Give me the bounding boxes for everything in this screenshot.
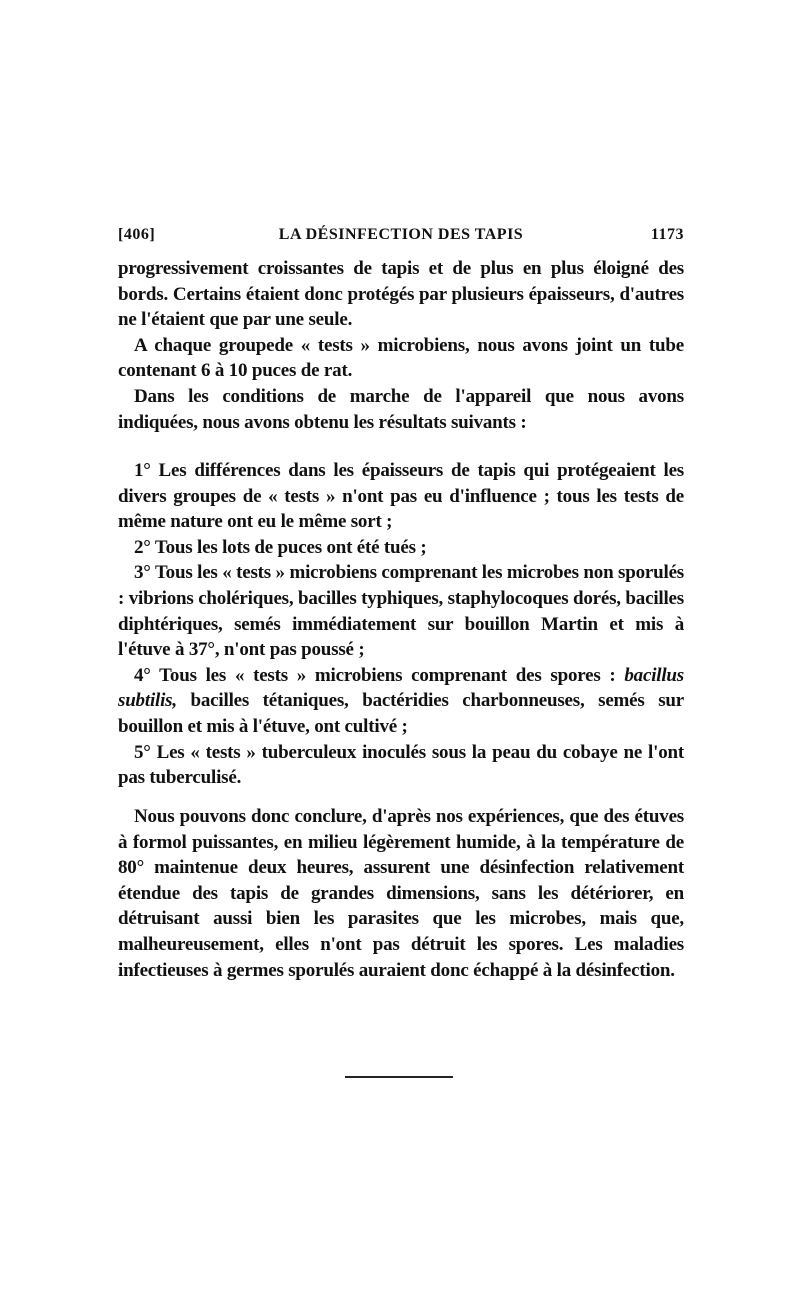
result-item-4-start: 4° Tous les « tests » microbiens comprenant des spores : — [134, 664, 625, 686]
header-left-number: [406] — [118, 226, 156, 243]
result-item-4-italic: bacillus subtilis, — [118, 664, 684, 712]
results-list — [118, 458, 684, 791]
paragraph-continuation: progressivement croissantes de tapis et de plus en plus éloigné des bords. Certains étaient donc protégés par plusieurs épaisseurs, d'autres ne l'étaient que par une seule. — [118, 258, 684, 331]
paragraph-conclusion: Nous pouvons donc conclure, d'après nos expériences, que des étuves à formol puissantes, en milieu légèrement humide, à la température de 80° maintenue deux heures, assurent une désinfection relativement étendue des tapis de grandes dimensions, sans les détériorer, en détruisant aussi bien les parasites que les microbes, mais que, malheureusement, elles n'ont pas détruit les spores. Les maladies infectieuses à germes sporulés auraient donc échappé à la désinfection. — [118, 806, 684, 981]
paragraph-conditions: Dans les conditions de marche de l'appareil que nous avons indiquées, nous avons obtenu les résultats suivants : — [118, 385, 684, 433]
end-rule-divider — [345, 1076, 453, 1078]
running-header — [118, 226, 684, 252]
conclusion-text — [118, 804, 684, 983]
result-item-4 — [118, 663, 684, 740]
result-item-1: 1° Les différences dans les épaisseurs de tapis qui protégeaient les divers groupes de « tests » n'ont pas eu d'influence ; tous les tests de même nature ont eu le même sort ; — [118, 460, 684, 533]
result-item-3: 3° Tous les « tests » microbiens comprenant les microbes non sporulés : vibrions cholériques, bacilles typhiques, staphylocoques dorés, bacilles diphtériques, semés immédiatement sur bouillon Martin et mis à l'étuve à 37°, n'ont pas poussé ; — [118, 562, 684, 661]
result-item-5: 5° Les « tests » tuberculeux inoculés sous la peau du cobaye ne l'ont pas tuberculisé. — [118, 741, 684, 789]
intro-text — [118, 256, 684, 435]
result-item-4-end: bacilles tétaniques, bactéridies charbonneuses, semés sur bouillon et mis à l'étuve, ont cultivé ; — [118, 690, 684, 737]
page-number: 1173 — [650, 226, 684, 243]
result-item-2: 2° Tous les lots de puces ont été tués ; — [134, 536, 427, 558]
header-title: LA DÉSINFECTION DES TAPIS — [278, 226, 524, 243]
paragraph-fleas: A chaque groupede « tests » microbiens, nous avons joint un tube contenant 6 à 10 puces de rat. — [118, 334, 684, 382]
